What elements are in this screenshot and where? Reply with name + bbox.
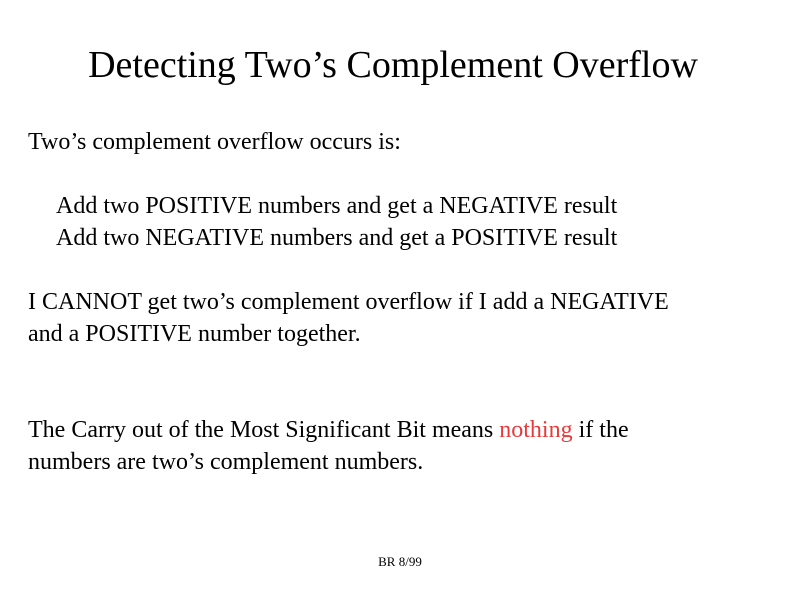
no-overflow-line-2: and a POSITIVE number together.: [28, 321, 361, 347]
slide-title: Detecting Two’s Complement Overflow: [88, 44, 698, 86]
carry-text-before: The Carry out of the Most Significant Bit means: [28, 417, 500, 443]
overflow-case-negative: Add two NEGATIVE numbers and get a POSITIVE result: [56, 225, 618, 251]
carry-highlight-word: nothing: [499, 417, 573, 443]
no-overflow-line-1: I CANNOT get two’s complement overflow if I add a NEGATIVE: [28, 289, 669, 315]
intro-text: Two’s complement overflow occurs is:: [28, 129, 401, 155]
overflow-case-positive: Add two POSITIVE numbers and get a NEGATIVE result: [56, 193, 618, 219]
carry-text-after: if the: [572, 417, 629, 443]
slide-footer: BR 8/99: [378, 554, 422, 569]
carry-line-2: numbers are two’s complement numbers.: [28, 449, 424, 475]
carry-line-1: [28, 414, 629, 446]
